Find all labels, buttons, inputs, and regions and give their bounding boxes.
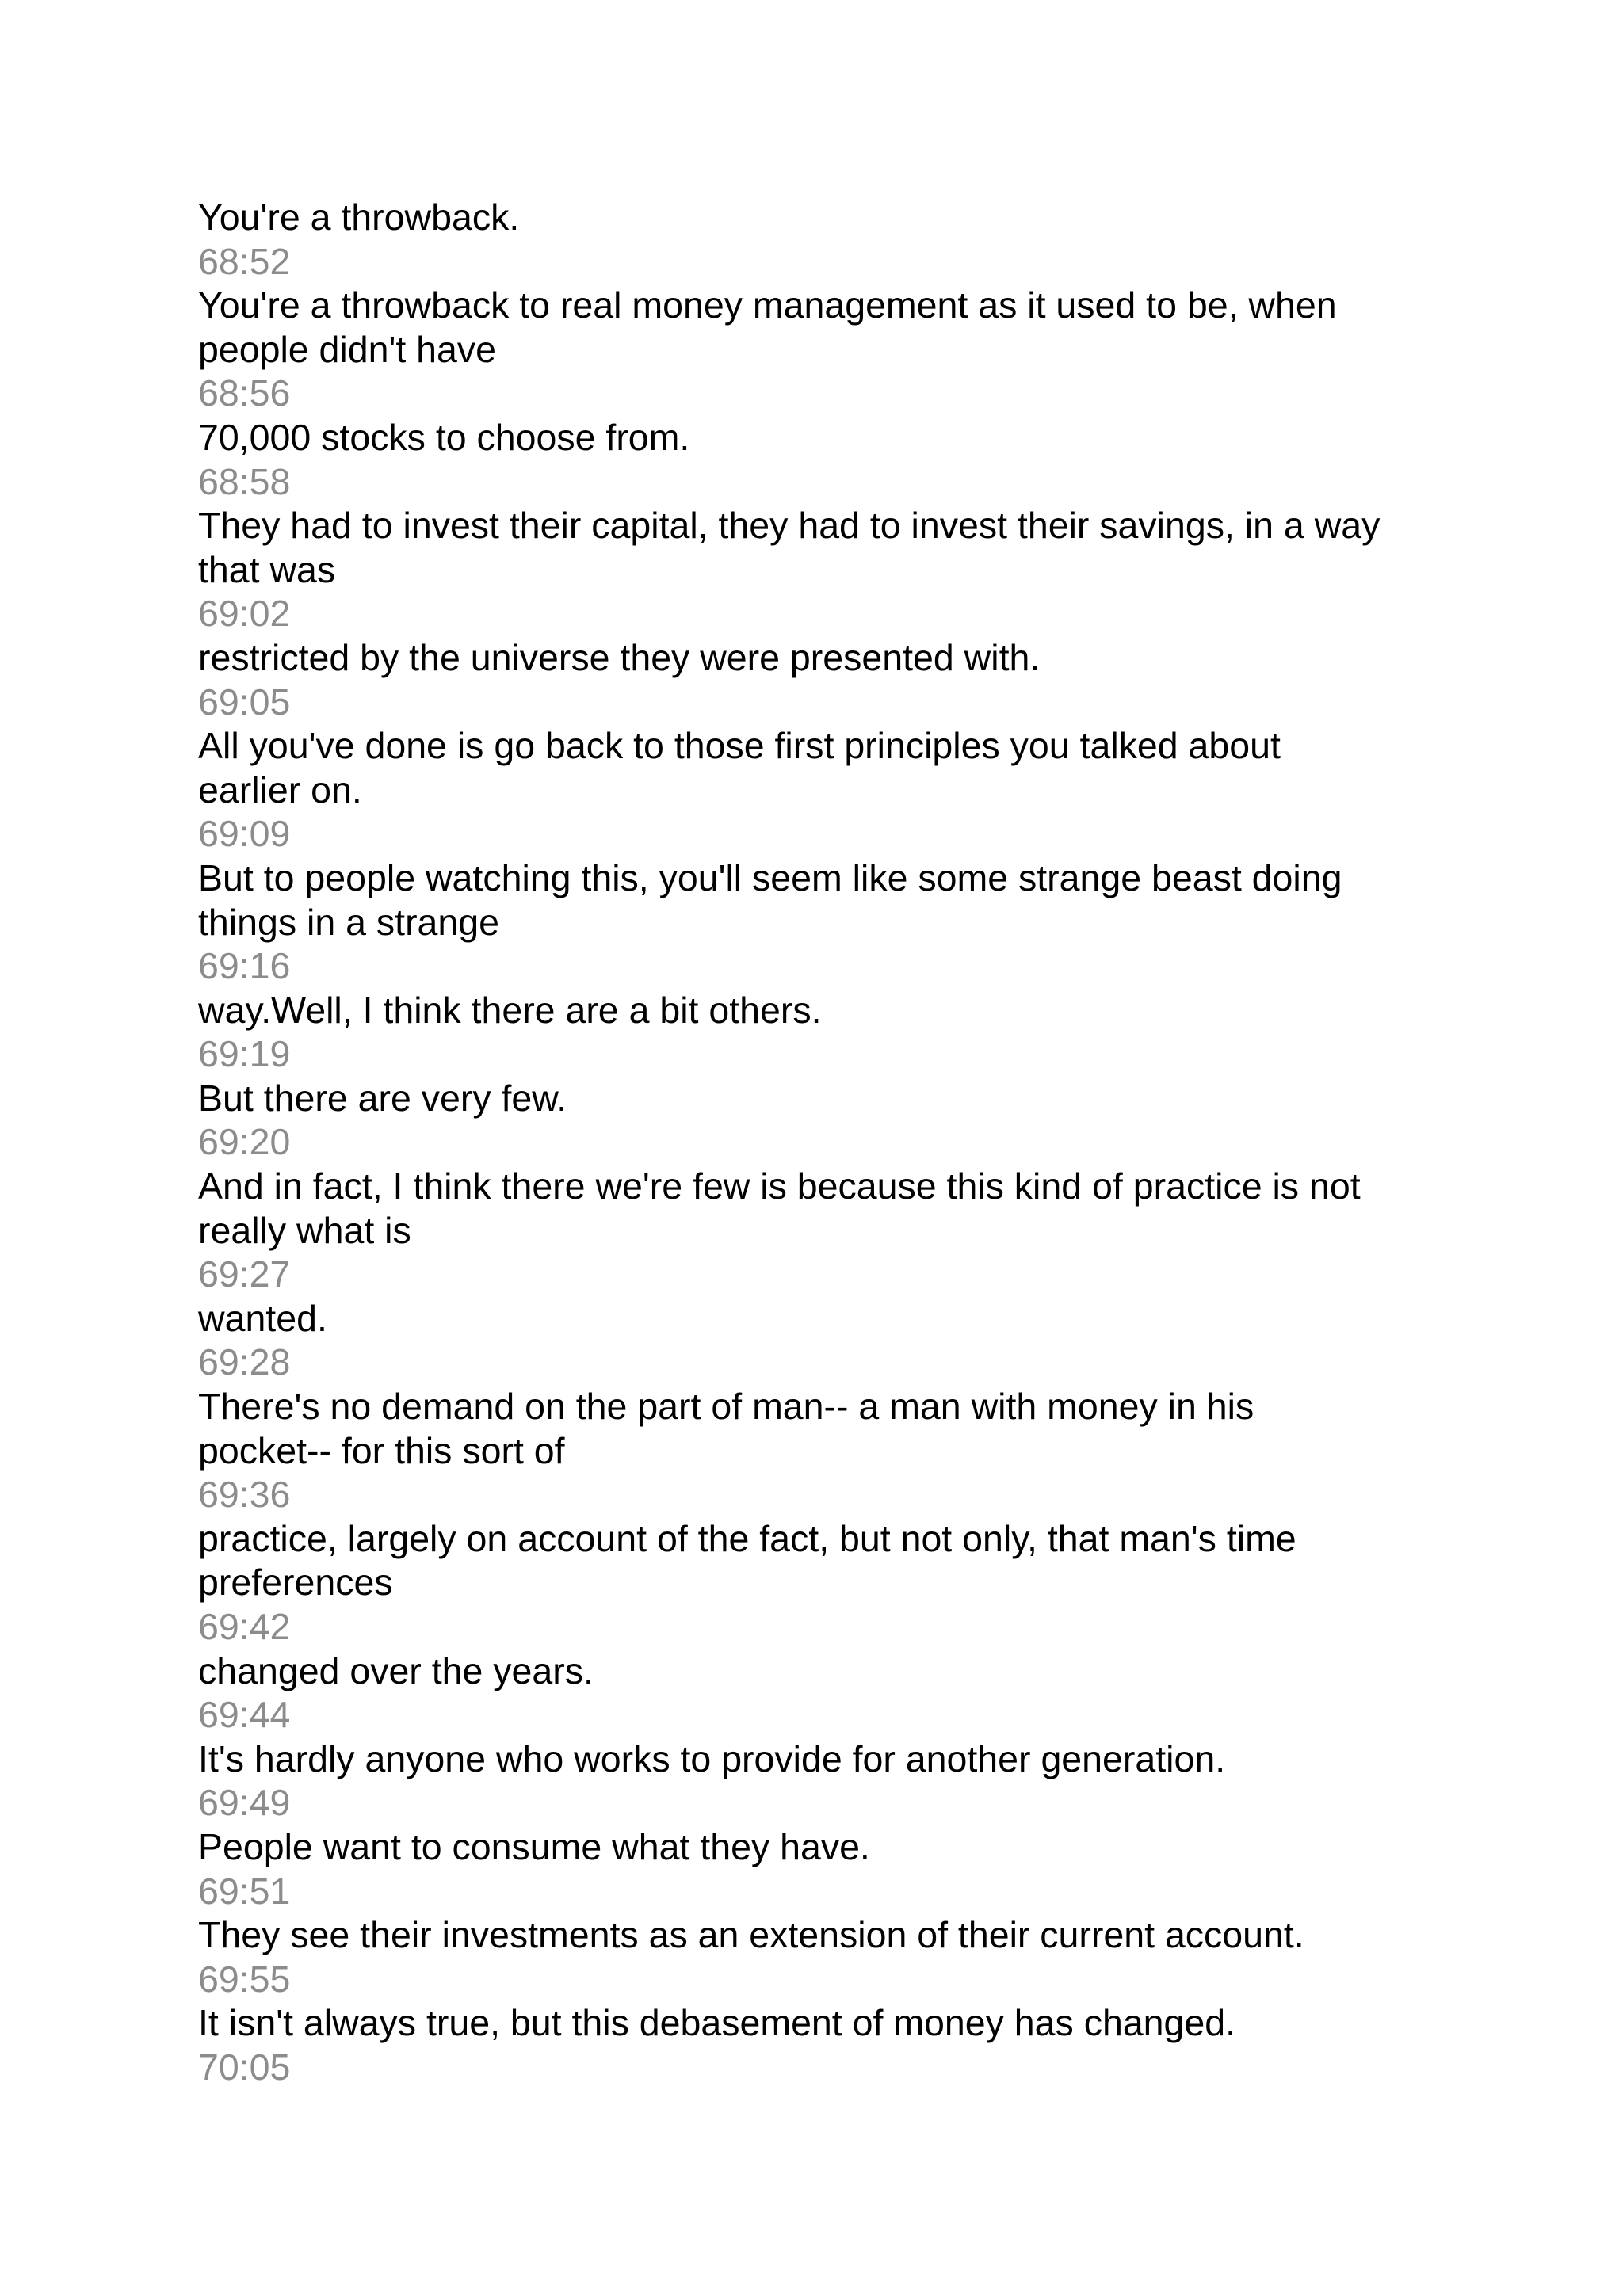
timestamp: 69:05 [198, 681, 291, 723]
transcript-line: But there are very few. [198, 1077, 567, 1119]
transcript-line: way.Well, I think there are a bit others. [198, 989, 822, 1031]
transcript-line: And in fact, I think there we're few is because this kind of practice is not really what is [198, 1165, 1361, 1251]
timestamp: 68:52 [198, 240, 291, 282]
transcript-entry [198, 856, 1466, 989]
transcript-line: But to people watching this, you'll seem like some strange beast doing things in a strange [198, 856, 1342, 943]
timestamp: 69:20 [198, 1121, 291, 1163]
timestamp: 69:42 [198, 1606, 291, 1647]
transcript-line: All you've done is go back to those first principles you talked about earlier on. [198, 725, 1281, 810]
timestamp: 69:44 [198, 1694, 291, 1736]
transcript-entry [198, 1165, 1466, 1297]
transcript-entry [198, 989, 1466, 1077]
timestamp: 69:27 [198, 1253, 291, 1295]
transcript-entry [198, 1650, 1466, 1737]
transcript-entry [198, 1737, 1466, 1825]
timestamp: 68:56 [198, 372, 291, 414]
transcript-line: There's no demand on the part of man-- a man with money in his pocket-- for this sort of [198, 1386, 1254, 1471]
timestamp: 69:19 [198, 1033, 291, 1075]
transcript-entry [198, 1077, 1466, 1165]
timestamp: 69:02 [198, 593, 291, 635]
transcript-line: You're a throwback to real money management as it used to be, when people didn't have [198, 284, 1337, 370]
transcript-line: practice, largely on account of the fact, but not only, that man's time preferences [198, 1517, 1296, 1604]
timestamp: 69:51 [198, 1870, 291, 1912]
timestamp: 68:58 [198, 460, 291, 502]
transcript-entry [198, 284, 1466, 416]
transcript-entry [198, 724, 1466, 856]
timestamp: 70:05 [198, 2046, 291, 2088]
transcript-entry [198, 1825, 1466, 1913]
transcript-entry [198, 196, 1466, 284]
transcript-entry [198, 1385, 1466, 1517]
transcript-line: changed over the years. [198, 1650, 594, 1691]
transcript-entry [198, 636, 1466, 724]
transcript-line: You're a throwback. [198, 196, 520, 238]
transcript-entry [198, 504, 1466, 636]
transcript-entry [198, 416, 1466, 504]
timestamp: 69:16 [198, 945, 291, 987]
transcript-line: People want to consume what they have. [198, 1825, 870, 1867]
transcript-line: It's hardly anyone who works to provide for another generation. [198, 1737, 1226, 1779]
transcript-entry [198, 1297, 1466, 1385]
timestamp: 69:09 [198, 813, 291, 855]
transcript-entry [198, 1517, 1466, 1650]
transcript-entry [198, 2001, 1466, 2089]
transcript-line: restricted by the universe they were presented with. [198, 636, 1041, 678]
transcript-line: wanted. [198, 1297, 327, 1339]
transcript [198, 196, 1466, 2090]
transcript-line: It isn't always true, but this debasement of money has changed. [198, 2002, 1236, 2044]
transcript-line: They see their investments as an extension of their current account. [198, 1914, 1304, 1956]
timestamp: 69:28 [198, 1341, 291, 1383]
transcript-line: They had to invest their capital, they had to invest their savings, in a way that was [198, 505, 1381, 590]
timestamp: 69:36 [198, 1474, 291, 1516]
timestamp: 69:55 [198, 1958, 291, 2000]
timestamp: 69:49 [198, 1782, 291, 1824]
transcript-entry [198, 1913, 1466, 2001]
transcript-line: 70,000 stocks to choose from. [198, 416, 690, 458]
